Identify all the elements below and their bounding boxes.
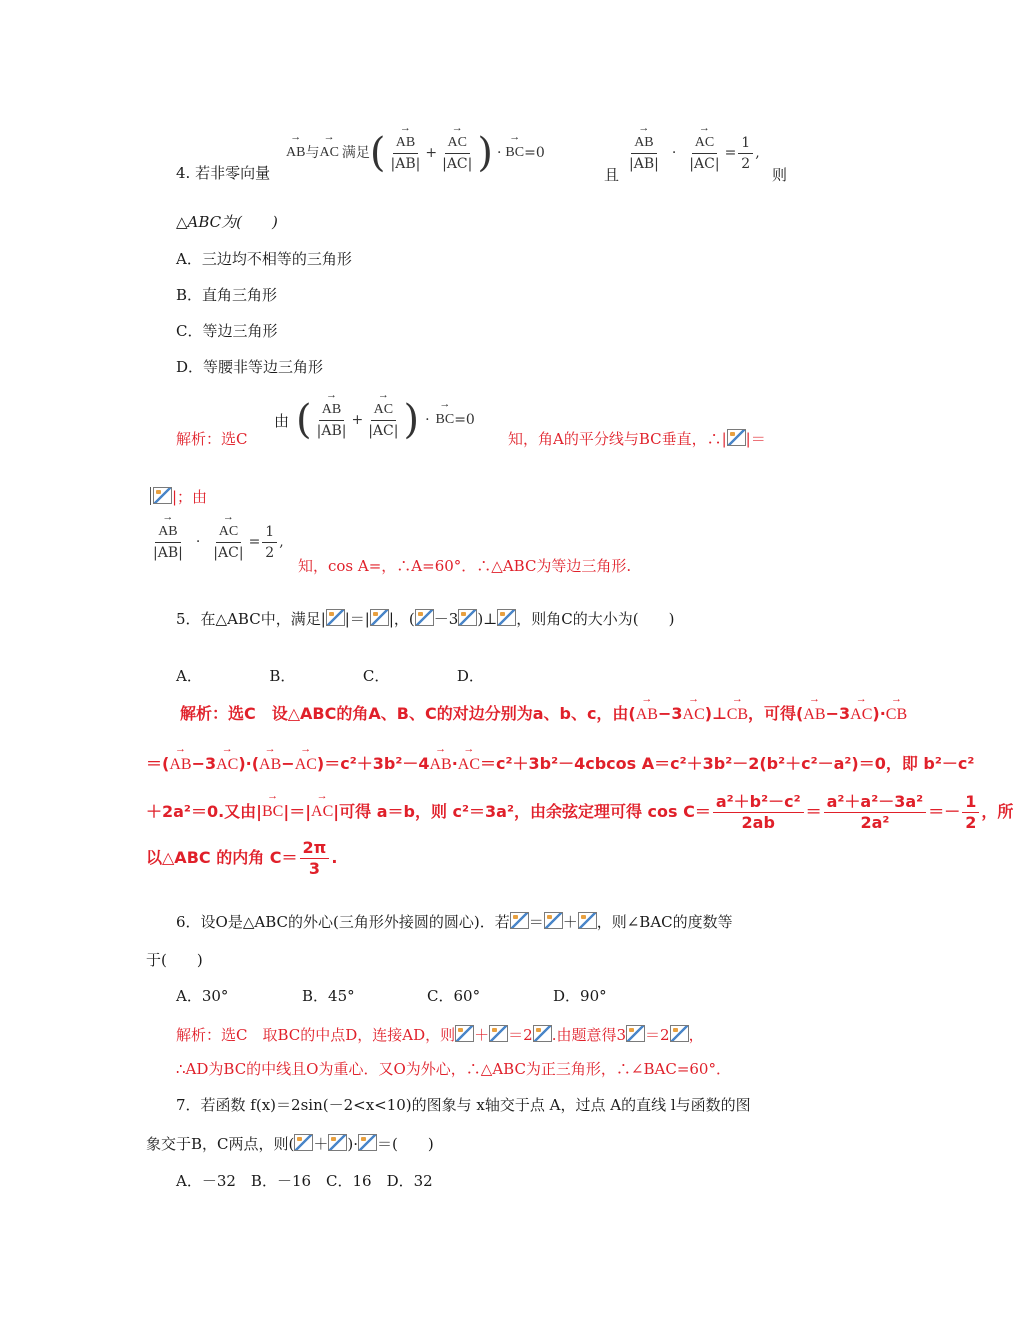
vector-image-icon <box>458 609 477 626</box>
q4-stem: 若非零向量 <box>195 164 271 182</box>
q5-solution-line3: ＋2a²＝0.又由| → BC |＝| → AC |可得 a＝b，则 c²＝3a²，由余弦定理可得 cos C＝ $\frac{\text{a²＋b²－c²}}{2ab}$ ＝ $\frac{\text{a²＋a²－3a²}}{\text{2a²}}$ ＝－ $\frac{1}{2}$ ，所 <box>146 790 1013 834</box>
vector-image-icon <box>670 1025 689 1042</box>
vector-image-icon <box>727 429 746 446</box>
vector-image-icon <box>533 1025 552 1042</box>
vector-ac: → AC <box>319 143 338 163</box>
q4-solution-text1: 知，角A的平分线与BC垂直，∴| |＝ <box>508 430 766 448</box>
vector-image-icon <box>326 609 345 626</box>
q4-qie: 且 <box>604 166 620 184</box>
q6-solution-line1: 解析：选C 取BC的中点D，连接AD，则 ＋ ＝2 .由题意得3 ＝2 ， <box>176 1026 704 1044</box>
q4-solution-formula: ( → $\frac{AB}{|AB|}$ + → $\frac{AC}{|AC|}$ ) · → BC =0 <box>296 394 475 446</box>
vector-image-icon <box>358 1134 377 1151</box>
q4-yu: 与 <box>305 145 320 161</box>
q6-option-a: A．30° <box>176 987 229 1005</box>
vector-image-icon <box>455 1025 474 1042</box>
q4-option-c: C．等边三角形 <box>176 322 278 340</box>
vector-image-icon <box>415 609 434 626</box>
q4-ze: 则 <box>772 166 788 184</box>
cos-fraction: $\frac{\text{a²＋b²－c²}}{2ab}$ <box>713 793 804 832</box>
vector-image-icon <box>153 487 172 504</box>
q4-dot-condition: → $\frac{AB}{|AB|}$ · → $\frac{AC}{|AC|}$ = $\frac{1}{2}$ , <box>624 128 760 178</box>
unit-vector-ab: → $\frac{AB}{|AB|}$ <box>388 134 424 173</box>
q5-solution-line4: 以△ABC 的内角 C＝ $\frac{2\pi}{3}$ . <box>146 837 338 878</box>
q4-solution-label: 解析：选C <box>176 430 248 448</box>
vector-image-icon <box>544 912 563 929</box>
q4-number: 4. <box>176 164 191 182</box>
q4-solution-text2: |；由 <box>148 487 207 507</box>
q5-solution-line2: ＝(→ AB−3→ AC)·(→ AB−→ AC)＝c²＋3b²－4→ AB·→ AC＝c²＋3b²－4cbcos A＝c²＋3b²－2(b²＋c²－a²)＝0，即 b²－c² <box>146 754 974 775</box>
q6-option-d: D．90° <box>553 987 607 1005</box>
q7-options: A．－32 B．－16 C．16 D．32 <box>176 1172 433 1190</box>
vector-image-icon <box>294 1134 313 1151</box>
q4-stem-line <box>176 163 270 183</box>
q7-stem-line2: 象交于B，C两点，则( ＋ )· ＝( ) <box>146 1135 434 1153</box>
q5-stem: 5．在△ABC中，满足| |＝| |，( －3 )⊥ ，则角C的大小为( ) <box>176 610 675 628</box>
q4-triangle: △ABC为( ) <box>176 213 278 231</box>
q6-solution-line2: ∴AD为BC的中线且O为重心．又O为外心，∴△ABC为正三角形，∴∠BAC=60°． <box>176 1060 731 1078</box>
q4-you: 由 <box>274 412 290 430</box>
unit-vector-ac: → $\frac{AC}{|AC|}$ <box>439 134 475 173</box>
q4-eq0: =0 <box>524 145 545 161</box>
q6-stem-line2: 于( ) <box>146 951 203 969</box>
q6-stem: 6．设O是△ABC的外心(三角形外接圆的圆心)．若 ＝ ＋ ，则∠BAC的度数等 <box>176 913 733 931</box>
vector-image-icon <box>578 912 597 929</box>
vector-bc: → BC <box>505 143 524 163</box>
q6-option-c: C．60° <box>427 987 481 1005</box>
q4-solution-text3: 知，cos A=，∴A=60°．∴△ABC为等边三角形. <box>298 557 632 575</box>
q7-stem-line1: 7．若函数 f(x)＝2sin(－2<x<10)的图象与 x轴交于点 A，过点 A的直线 l与函数的图 <box>176 1096 751 1114</box>
vector-image-icon <box>626 1025 645 1042</box>
vector-image-icon <box>328 1134 347 1151</box>
vector-image-icon <box>370 609 389 626</box>
q5-options: A． B． C． D． <box>176 667 484 685</box>
q4-solution-dot-formula: → $\frac{AB}{|AB|}$ · → $\frac{AC}{|AC|}$ = $\frac{1}{2}$ , <box>148 517 284 567</box>
right-paren: ) <box>477 130 493 176</box>
q4-option-b: B．直角三角形 <box>176 286 278 304</box>
q4-manzu: 满足 <box>341 145 370 161</box>
vector-image-icon <box>497 609 516 626</box>
q6-option-b: B．45° <box>302 987 355 1005</box>
vector-image-icon <box>510 912 529 929</box>
q4-option-d: D．等腰非等边三角形 <box>176 358 324 376</box>
vector-image-icon <box>489 1025 508 1042</box>
q5-solution-line1: 解析：选C 设△ABC的角A、B、C的对边分别为a、b、c，由(→ AB−3→ AC)⊥→ CB，可得(→ AB−3→ AC)·→ CB <box>180 704 907 725</box>
vector-ab: → AB <box>286 143 305 163</box>
q4-option-a: A．三边均不相等的三角形 <box>176 250 352 268</box>
q4-condition-formula: → AB 与 → AC 满足 ( → $\frac{AB}{|AB|}$ + → $\frac{AC}{|AC|}$ ) · → BC =0 <box>286 128 545 178</box>
left-paren: ( <box>369 130 386 176</box>
